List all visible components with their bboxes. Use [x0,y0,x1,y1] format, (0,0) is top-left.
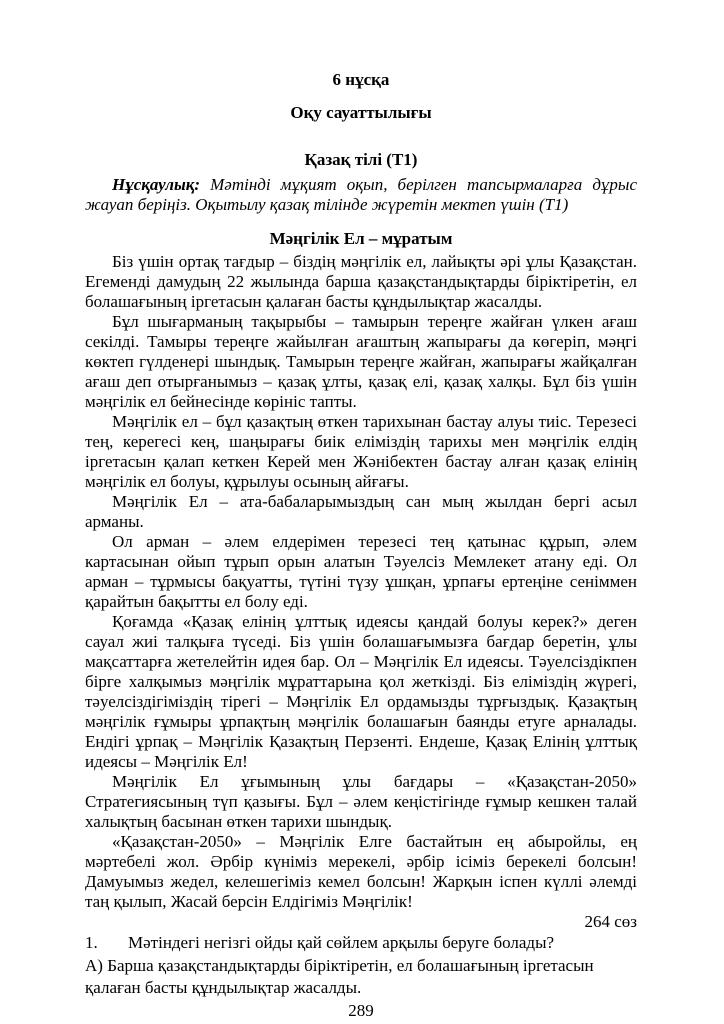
paragraph-6: Қоғамда «Қазақ елінің ұлттық идеясы қандай болуы керек?» деген сауал жиі талқыға түседі. Біз үшін болашағымызға бағдар беретін, ұлы мақсаттарға жетелейтін идея бар. Ол – Мәңгілік Ел идеясы. Тәуелсіздікпен бірге халқымыз мәңгілік мұраттарына қол жеткізді. Біз еліміздің жүрегі, тәуелсіздігіміздің тірегі – Мәңгілік Ел ордамызды тұрғыздық. Қазақтың мәңгілік ғұмыры ұрпақтың мәңгілік болашағын баянды етуге арналады. Ендігі ұрпақ – Мәңгілік Қазақтың Перзенті. Ендеше, Қазақ Елінің ұлттық идеясы – Мәңгілік Ел! [85,612,637,771]
paragraph-1: Біз үшін ортақ тағдыр – біздің мәңгілік ел, лайықты әрі ұлы Қазақстан. Егеменді дамудың 22 жылында барша қазақстандықтарды біріктіретін, ел болашағының іргетасын қалаған басты құндылықтар жасалды. [85,252,637,311]
instruction-label: Нұсқаулық: [112,175,201,194]
paragraph-8: «Қазақстан-2050» – Мәңгілік Елге бастайтын ең абыройлы, ең мәртебелі жол. Әрбір күніміз мерекелі, әрбір ісіміз берекелі болсын! Дамуымыз жедел, келешегіміз кемел болсын! Жарқын іспен күллі әлемді таң қылып, Жасай берсін Елдігіміз Мәңгілік! [85,832,637,911]
answer-option-a: А) Барша қазақстандықтарды біріктіретін, ел болашағының іргетасын қалаған басты құндылықтар жасалды. [85,955,594,997]
paragraph-5: Ол арман – әлем елдерімен терезесі тең қатынас құрып, әлем картасынан ойып тұрып орын алатын Тәуелсіз Мемлекет атану еді. Ол арман – тұрмысы бақуатты, түтіні түзу ұшқан, ұрпағы ертеңіне сеніммен қарайтын бақытты ел болу еді. [85,532,637,611]
question-line [85,932,637,955]
variant-heading: 6 нұсқа [332,70,390,89]
paragraph-7: Мәңгілік Ел ұғымының ұлы бағдары – «Қазақстан-2050» Стратегиясының түп қазығы. Бұл – әлем кеңістігінде ғұмыр кешкен талай халықтың басынан өткен тарихи шындық. [85,772,637,831]
paragraph-3: Мәңгілік ел – бұл қазақтың өткен тарихынан бастау алуы тиіс. Терезесі тең, керегесі кең, шаңырағы биік еліміздің тарихы мен мәңгілік елдің іргетасын қалап кеткен Керей мен Жәнібектен бастау алған қазақ елінің мәңгілік ел болуы, құрылуы осының айғағы. [85,412,637,491]
text-title: Мәңгілік Ел – мұратым [269,229,453,248]
question-number: 1. [85,933,98,952]
paragraph-2: Бұл шығарманың тақырыбы – тамырын тереңге жайған үлкен ағаш секілді. Тамыры тереңге жайылған ағаштың жапырағы да көгеріп, мәңгі көктеп гүлденері шындық. Тамырын тереңге жайған, жапырағы жайқалған ағаш деп отырғанымыз – қазақ ұлты, қазақ елі, қазақ халқы. Бұл біз үшін мәңгілік ел бейнесінде көрініс тапты. [85,312,637,411]
subject-heading: Қазақ тілі (Т1) [304,150,418,169]
word-count: 264 сөз [584,912,637,931]
instruction-paragraph [85,175,637,215]
section-heading: Оқу сауаттылығы [290,103,432,122]
question-text: Мәтіндегі негізгі ойды қай сөйлем арқылы беруге болады? [128,933,555,952]
instruction-text: Мәтінді мұқият оқып, берілген тапсырмаларға дұрыс жауап беріңіз. Оқытылу қазақ тілінде жүретін мектеп үшін (Т1) [85,175,637,214]
paragraph-4: Мәңгілік Ел – ата-бабаларымыздың сан мың жылдан бергі асыл арманы. [85,492,637,531]
page-number: 289 [348,1000,374,1020]
